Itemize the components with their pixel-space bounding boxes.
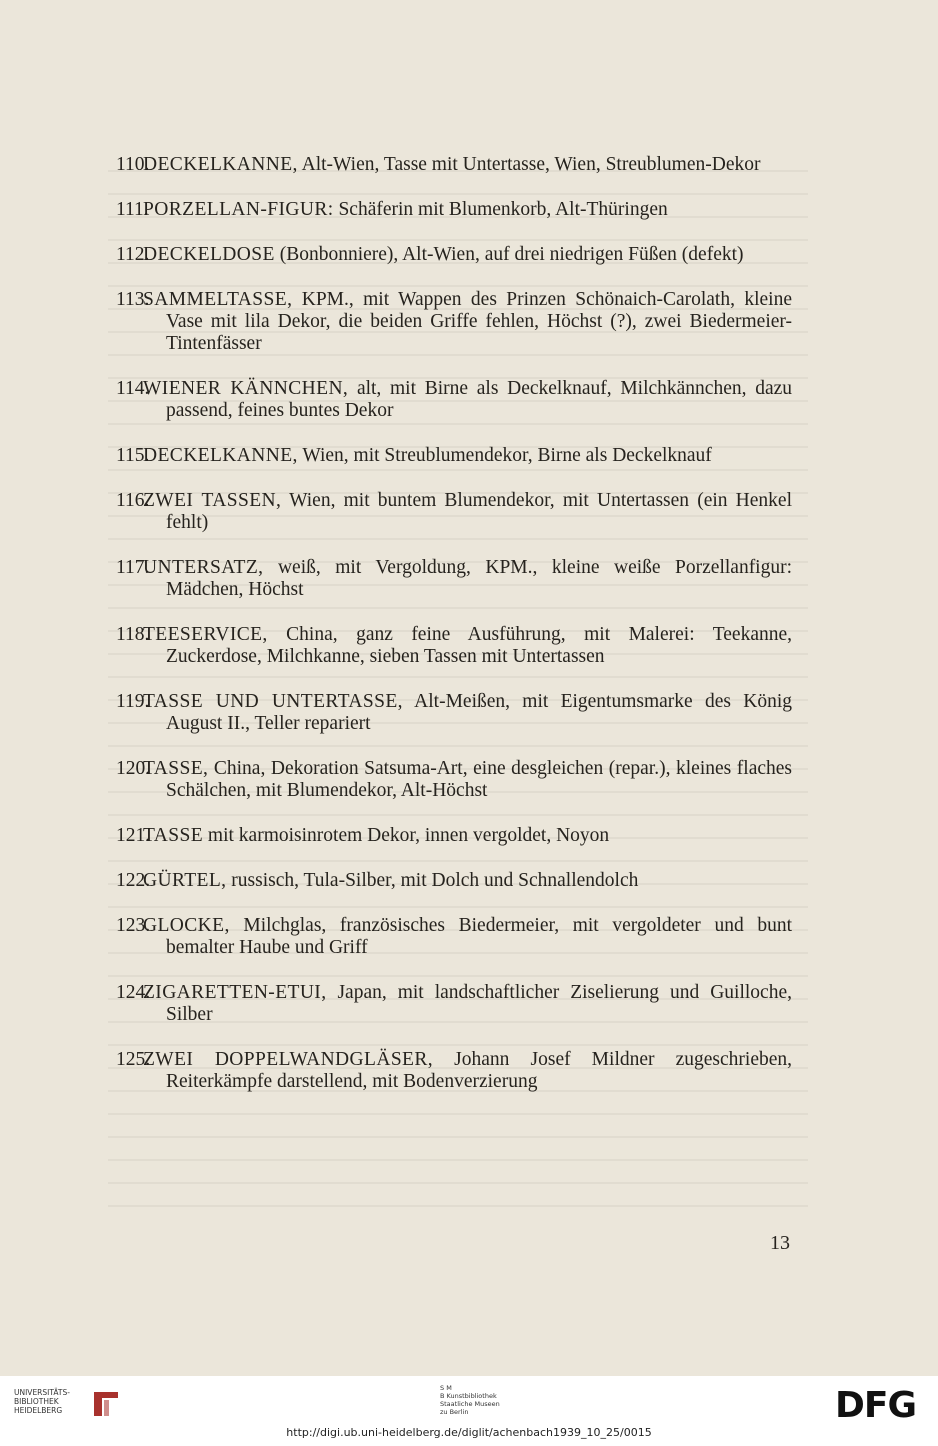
entry-description: Japan, mit landschaftlicher Ziselierung und Guilloche, Silber [166, 982, 792, 1025]
entry-heading: DECKELDOSE [143, 244, 275, 265]
entry-heading: TASSE [143, 825, 204, 846]
catalog-entry [116, 982, 792, 1026]
library-logo[interactable] [14, 1386, 134, 1420]
entry-number: 115. [116, 445, 150, 466]
viewer-footer [0, 1376, 938, 1446]
catalog-entry [116, 490, 792, 534]
entry-number: 116. [116, 490, 150, 511]
entry-number: 118. [116, 624, 150, 645]
entry-number: 112. [116, 244, 150, 265]
entry-heading: TASSE, [143, 758, 209, 779]
catalog-entry [116, 915, 792, 959]
entry-number: 122. [116, 870, 151, 891]
catalog-entry [116, 154, 792, 176]
catalog-entry [116, 378, 792, 422]
entry-number: 119. [116, 691, 150, 712]
catalog-entry [116, 445, 792, 467]
entry-number: 113. [116, 289, 150, 310]
entry-description: alt, mit Birne als Deckelknauf, Milchkännchen, dazu passend, feines buntes Dekor [166, 378, 793, 421]
entry-number: 121. [116, 825, 151, 846]
catalog-entry [116, 244, 792, 266]
catalog-entry [116, 199, 792, 221]
entry-number: 124. [116, 982, 151, 1003]
entry-description: Milchglas, französisches Biedermeier, mit vergoldeter und bunt bemalter Haube und Griff [166, 915, 793, 958]
catalog-entry [116, 870, 792, 892]
entry-number: 110. [116, 154, 150, 175]
entry-description: China, ganz feine Ausführung, mit Malerei: Teekanne, Zuckerdose, Milchkanne, sieben Tassen mit Untertassen [166, 624, 792, 667]
entry-heading: ZWEI TASSEN, [143, 490, 282, 511]
catalog-entry [116, 1049, 792, 1093]
entry-description: weiß, mit Vergoldung, KPM., kleine weiße Porzellanfigur: Mädchen, Höchst [166, 557, 793, 600]
catalog-entry [116, 825, 792, 847]
entry-heading: WIENER KÄNNCHEN, [143, 378, 349, 399]
entry-number: 125. [116, 1049, 151, 1070]
library-logo-text: UNIVERSITÄTS- BIBLIOTHEK HEIDELBERG [14, 1388, 70, 1415]
catalog-entry [116, 624, 792, 668]
entry-number: 123. [116, 915, 151, 936]
entry-number: 120. [116, 758, 151, 779]
entry-heading: DECKELKANNE, [143, 445, 298, 466]
entry-heading: GLOCKE, [143, 915, 230, 936]
dfg-logo[interactable]: DFG [835, 1385, 917, 1426]
entry-heading: SAMMELTASSE, [143, 289, 293, 310]
entry-description: russisch, Tula-Silber, mit Dolch und Schnallendolch [231, 870, 639, 891]
catalog-entry [116, 289, 792, 355]
page-number: 13 [770, 1232, 790, 1254]
permalink-url[interactable]: http://digi.ub.uni-heidelberg.de/diglit/achenbach1939_10_25/0015 [286, 1426, 652, 1439]
catalog-entry [116, 691, 792, 735]
entry-number: 114. [116, 378, 150, 399]
entry-description: China, Dekoration Satsuma-Art, eine desgleichen (repar.), kleines flaches Schälchen, mit Blumendekor, Alt-Höchst [166, 758, 793, 801]
entry-description: Schäferin mit Blumenkorb, Alt-Thüringen [338, 199, 668, 220]
entry-description: (Bonbonniere), Alt-Wien, auf drei niedrigen Füßen (defekt) [279, 244, 744, 265]
entry-description: Wien, mit Streublumendekor, Birne als Deckelknauf [302, 445, 712, 466]
entry-heading: PORZELLAN-FIGUR: [143, 199, 334, 220]
library-emblem-icon [90, 1386, 124, 1420]
entry-heading: UNTERSATZ, [143, 557, 264, 578]
entry-heading: TASSE UND UNTERTASSE, [143, 691, 403, 712]
entry-description: Alt-Wien, Tasse mit Untertasse, Wien, Streublumen-Dekor [301, 154, 761, 175]
entry-heading: ZIGARETTEN-ETUI, [143, 982, 327, 1003]
entry-description: Johann Josef Mildner zugeschrieben, Reiterkämpfe darstellend, mit Bodenverzierung [166, 1049, 793, 1092]
entry-description: mit karmoisinrotem Dekor, innen vergoldet, Noyon [207, 825, 610, 846]
entry-heading: DECKELKANNE, [143, 154, 298, 175]
museum-logo-text: S M B Kunstbibliothek Staatliche Museen zu Berlin [440, 1384, 500, 1416]
catalog-entry [116, 758, 792, 802]
entry-number: 111. [116, 199, 149, 220]
entry-heading: GÜRTEL, [143, 870, 227, 891]
entry-description: Alt-Meißen, mit Eigentumsmarke des König August II., Teller repariert [166, 691, 792, 734]
entry-description: Wien, mit buntem Blumendekor, mit Untertassen (ein Henkel fehlt) [166, 490, 792, 533]
catalog-entry [116, 557, 792, 601]
entry-heading: TEESERVICE, [143, 624, 268, 645]
entry-description: KPM., mit Wappen des Prinzen Schönaich-Carolath, kleine Vase mit lila Dekor, die beiden Griffe fehlen, Höchst (?), zwei Biedermeier-Tintenfässer [166, 289, 792, 354]
entry-heading: ZWEI DOPPELWANDGLÄSER, [143, 1049, 434, 1070]
entry-number: 117. [116, 557, 150, 578]
catalog-entry-list [116, 154, 792, 1116]
